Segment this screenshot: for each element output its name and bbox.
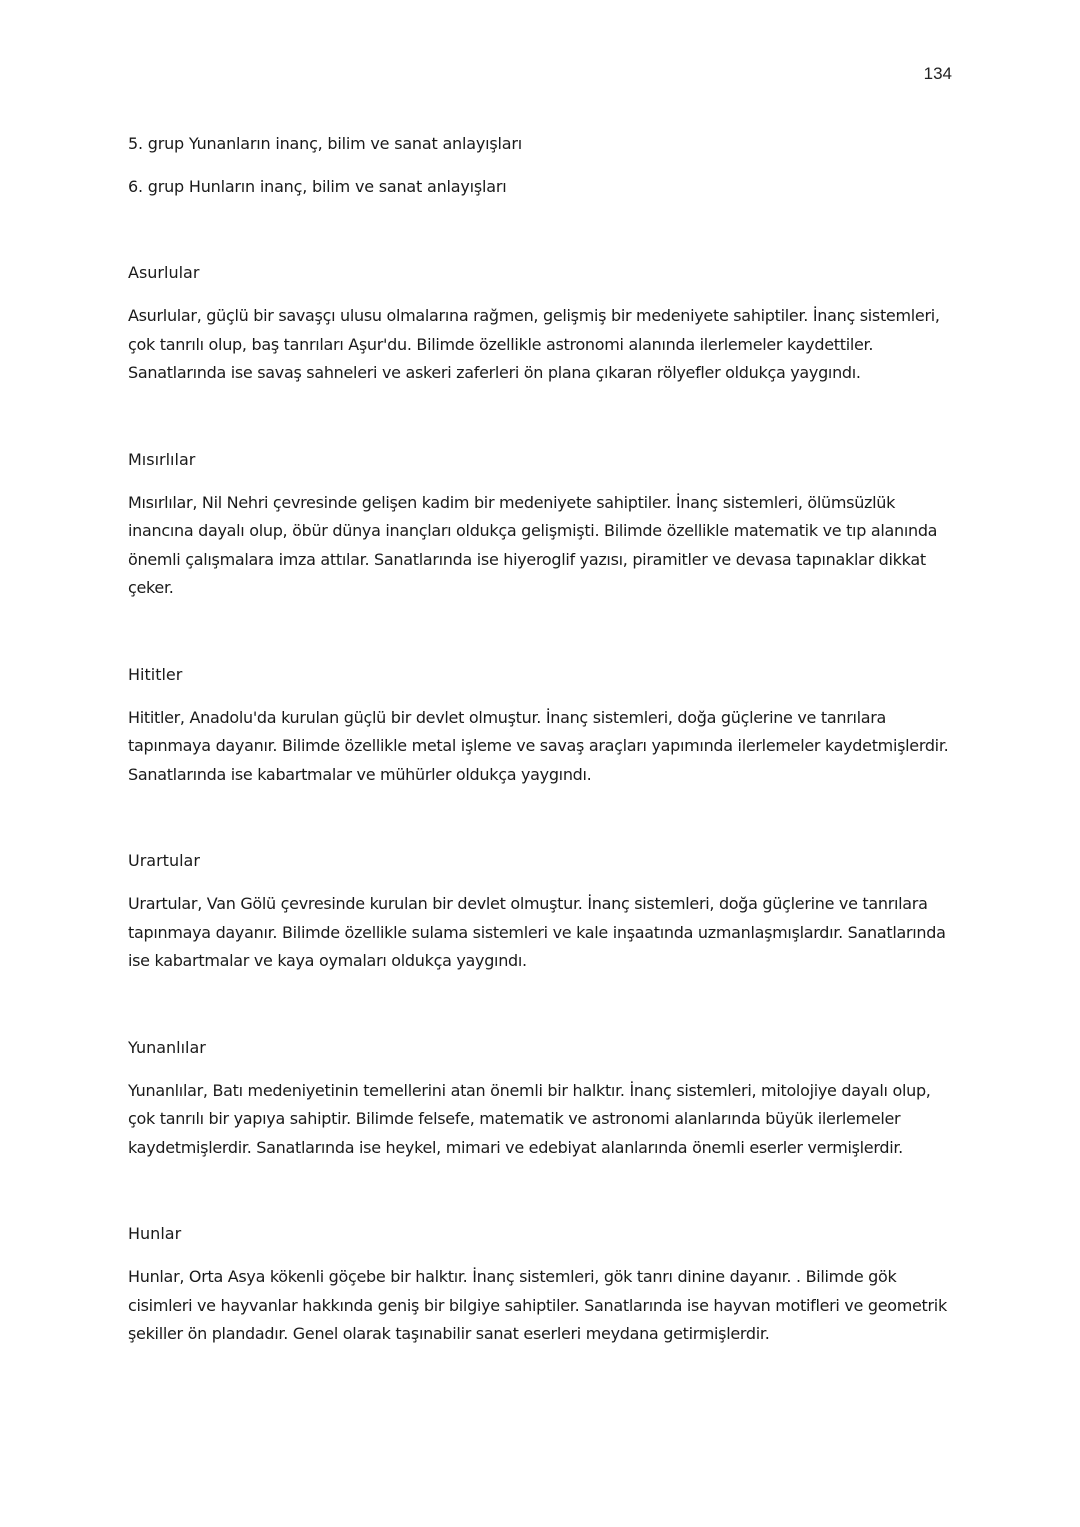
section-title: Hititler: [128, 664, 183, 684]
section-body: Asurlular, güçlü bir savaşçı ulusu olmalarına rağmen, gelişmiş bir medeniyete sahiptiler. İnanç sistemleri, çok tanrılı olup, baş tanrıları Aşur'du. Bilimde özellikle astronomi alanında ilerlemeler kaydettiler. Sanatlarında ise savaş sahneleri ve askeri zaferleri ön plana çıkaran rölyefler oldukça yaygındı.: [128, 306, 940, 382]
section-yunanlilar: [128, 1034, 958, 1163]
section-body: Hititler, Anadolu'da kurulan güçlü bir devlet olmuştur. İnanç sistemleri, doğa güçlerine ve tanrılara tapınmaya dayanır. Bilimde özellikle metal işleme ve savaş araçları yapımında ilerlemeler kaydetmişlerdir. Sanatlarında ise kabartmalar ve mühürler oldukça yaygındı.: [128, 707, 949, 784]
section-urartular: [128, 847, 958, 976]
page-number: 134: [923, 64, 952, 83]
section-title: Urartular: [128, 851, 200, 870]
section-body: Hunlar, Orta Asya kökenli göçebe bir halktır. İnanç sistemleri, gök tanrı dinine dayanır. . Bilimde gök cisimleri ve hayvanlar hakkında geniş bir bilgiye sahiptiler. Sanatlarında ise hayvan motifleri ve geometrik şekiller ön plandadır. Genel olarak taşınabilir sanat eserleri meydana getirmişlerdir.: [128, 1267, 947, 1343]
section-body: Urartular, Van Gölü çevresinde kurulan bir devlet olmuştur. İnanç sistemleri, doğa güçlerine ve tanrılara tapınmaya dayanır. Bilimde özellikle sulama sistemleri ve kale inşaatında uzmanlaşmışlardır. Sanatlarında ise kabartmalar ve kaya oymaları oldukça yaygındı.: [128, 894, 946, 970]
section-hunlar: [128, 1220, 958, 1349]
section-body: Yunanlılar, Batı medeniyetinin temellerini atan önemli bir halktır. İnanç sistemleri, mitolojiye dayalı olup, çok tanrılı bir yapıya sahiptir. Bilimde felsefe, matematik ve astronomi alanlarında büyük ilerlemeler kaydetmişlerdir. Sanatlarında ise heykel, mimari ve edebiyat alanlarında önemli eserler vermişlerdir.: [128, 1080, 931, 1157]
section-title: Yunanlılar: [128, 1037, 206, 1057]
section-title: Mısırlılar: [128, 449, 196, 469]
document-content: [128, 130, 958, 1407]
group-item-6: 6. grup Hunların inanç, bilim ve sanat anlayışları: [128, 177, 507, 196]
section-body: Mısırlılar, Nil Nehri çevresinde gelişen kadim bir medeniyete sahiptiler. İnanç sistemleri, ölümsüzlük inancına dayalı olup, öbür dünya inançları oldukça gelişmişti. Bilimde özellikle matematik ve tıp alanında önemli çalışmalara imza attılar. Sanatlarında ise hiyeroglif yazısı, piramitler ve devasa tapınaklar dikkat çeker.: [128, 492, 938, 597]
section-misirlilar: [128, 446, 958, 603]
group-item-5: 5. grup Yunanların inanç, bilim ve sanat anlayışları: [128, 134, 522, 153]
section-asurlular: [128, 259, 958, 388]
section-hititler: [128, 661, 958, 790]
section-title: Hunlar: [128, 1224, 182, 1243]
section-title: Asurlular: [128, 263, 200, 282]
group-list: [128, 130, 958, 201]
